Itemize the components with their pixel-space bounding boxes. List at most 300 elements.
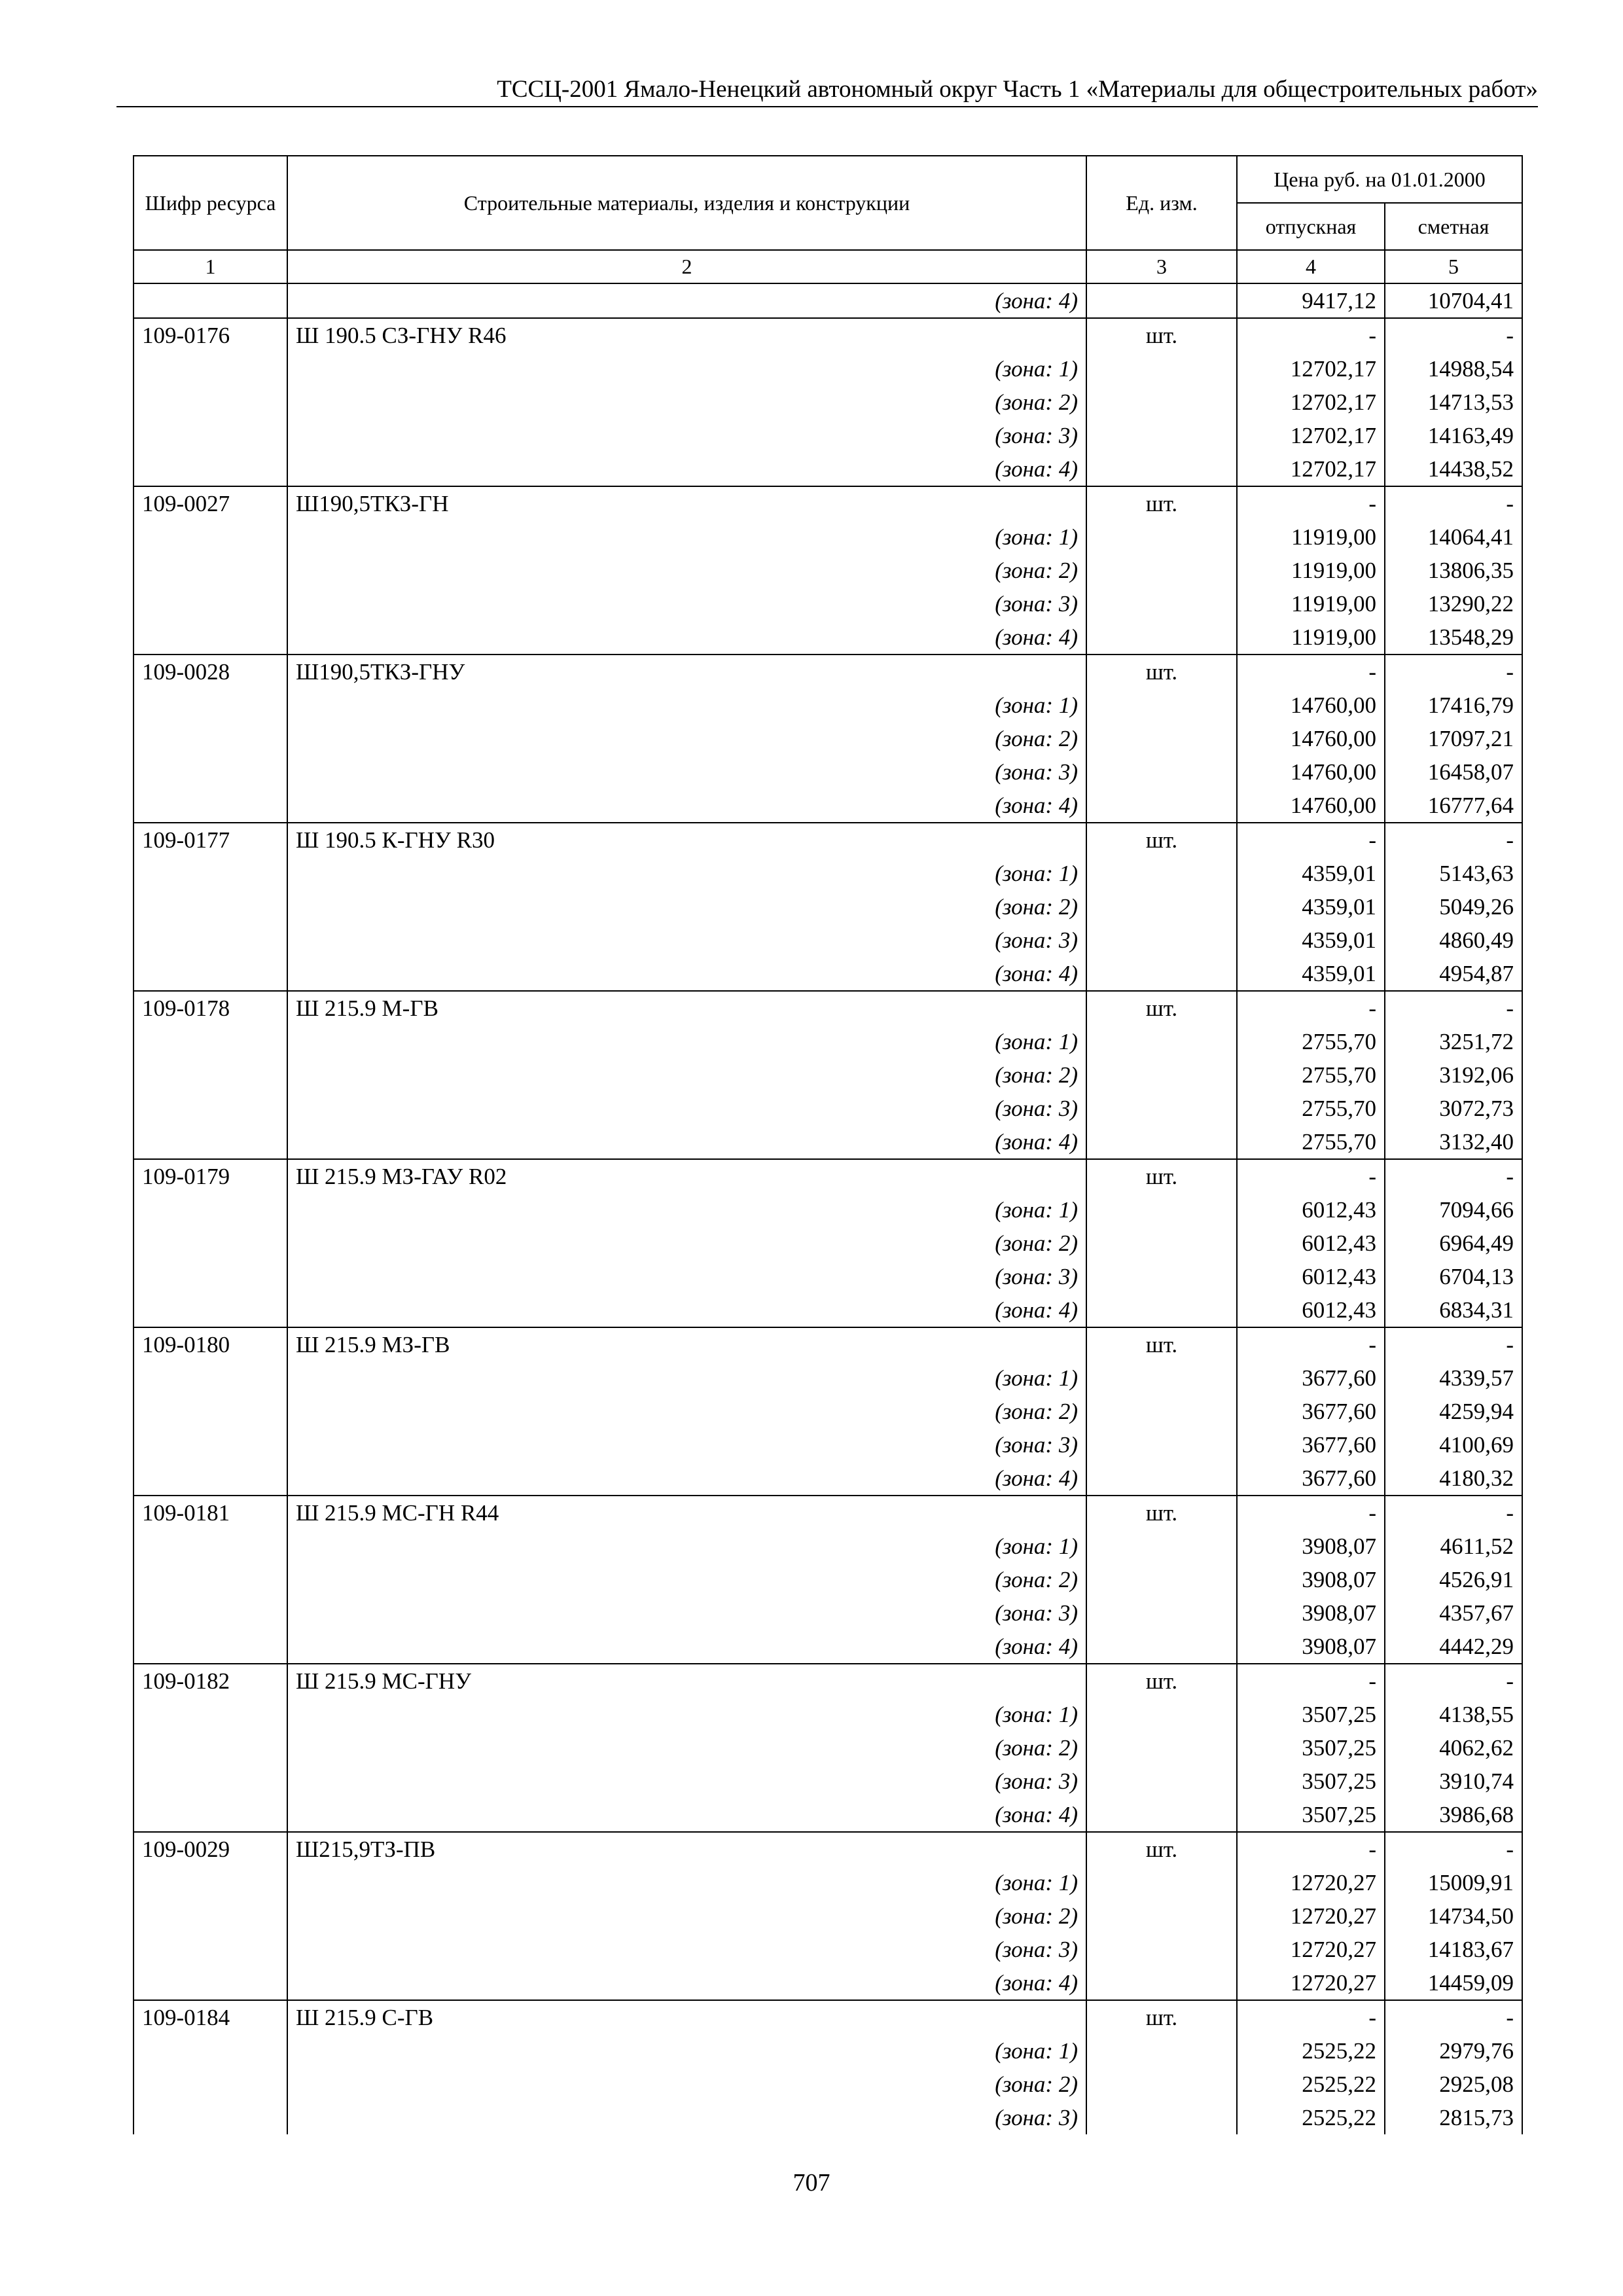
estimate-price-cell: - (1385, 1159, 1522, 1193)
code-cell (134, 1530, 287, 1563)
unit-cell (1086, 2101, 1237, 2134)
release-price-cell: 14760,00 (1237, 755, 1385, 789)
zone-cell: (зона: 4) (287, 1462, 1086, 1496)
unit-cell (1086, 890, 1237, 924)
zone-cell: (зона: 1) (287, 520, 1086, 554)
zone-cell: (зона: 4) (287, 957, 1086, 991)
zone-row (134, 857, 1522, 890)
zone-row (134, 1530, 1522, 1563)
header-price-group: Цена руб. на 01.01.2000 (1237, 156, 1522, 203)
release-price-cell: 2755,70 (1237, 1025, 1385, 1058)
unit-cell (1086, 2034, 1237, 2068)
code-cell (134, 2034, 287, 2068)
estimate-price-cell: 17416,79 (1385, 689, 1522, 722)
zone-row (134, 1866, 1522, 1899)
release-price-cell: 12720,27 (1237, 1933, 1385, 1966)
release-price-cell: 12702,17 (1237, 452, 1385, 486)
unit-cell (1086, 1698, 1237, 1731)
estimate-price-cell: 4259,94 (1385, 1395, 1522, 1428)
release-price-cell: 2755,70 (1237, 1125, 1385, 1159)
code-cell (134, 386, 287, 419)
release-price-cell: 2525,22 (1237, 2101, 1385, 2134)
unit-cell: шт. (1086, 1664, 1237, 1698)
zone-cell: (зона: 3) (287, 419, 1086, 452)
code-cell (134, 1058, 287, 1092)
estimate-price-cell: 13290,22 (1385, 587, 1522, 620)
estimate-price-cell: 10704,41 (1385, 283, 1522, 318)
zone-row (134, 1395, 1522, 1428)
unit-cell: шт. (1086, 318, 1237, 352)
unit-cell (1086, 283, 1237, 318)
unit-cell (1086, 924, 1237, 957)
code-cell (134, 1092, 287, 1125)
unit-cell (1086, 554, 1237, 587)
code-cell (134, 1966, 287, 2000)
release-price-cell: 4359,01 (1237, 857, 1385, 890)
code-cell (134, 1025, 287, 1058)
estimate-price-cell: 4100,69 (1385, 1428, 1522, 1462)
unit-cell (1086, 1530, 1237, 1563)
release-price-cell: 11919,00 (1237, 620, 1385, 655)
estimate-price-cell: 5049,26 (1385, 890, 1522, 924)
release-price-cell: 2755,70 (1237, 1058, 1385, 1092)
header-rule (116, 106, 1538, 107)
release-price-cell: - (1237, 1327, 1385, 1361)
table-body (134, 283, 1522, 2134)
unit-cell (1086, 1563, 1237, 1596)
zone-row (134, 1260, 1522, 1293)
code-cell (134, 1293, 287, 1327)
zone-row (134, 1765, 1522, 1798)
item-row (134, 2000, 1522, 2034)
zone-row (134, 587, 1522, 620)
release-price-cell: 2525,22 (1237, 2034, 1385, 2068)
estimate-price-cell: - (1385, 1664, 1522, 1698)
code-cell: 109-0182 (134, 1664, 287, 1698)
zone-row (134, 352, 1522, 386)
release-price-cell: - (1237, 991, 1385, 1025)
zone-cell: (зона: 2) (287, 722, 1086, 755)
item-row (134, 991, 1522, 1025)
zone-cell: (зона: 3) (287, 1933, 1086, 1966)
release-price-cell: 3507,25 (1237, 1765, 1385, 1798)
release-price-cell: 2755,70 (1237, 1092, 1385, 1125)
estimate-price-cell: 6704,13 (1385, 1260, 1522, 1293)
estimate-price-cell: - (1385, 2000, 1522, 2034)
zone-cell: (зона: 2) (287, 1395, 1086, 1428)
unit-cell (1086, 1092, 1237, 1125)
release-price-cell: 4359,01 (1237, 924, 1385, 957)
table-header (134, 156, 1522, 283)
estimate-price-cell: 4062,62 (1385, 1731, 1522, 1765)
name-cell: Ш 215.9 С-ГВ (287, 2000, 1086, 2034)
code-cell (134, 2101, 287, 2134)
unit-cell (1086, 1765, 1237, 1798)
estimate-price-cell: 4611,52 (1385, 1530, 1522, 1563)
zone-row (134, 1193, 1522, 1227)
item-row (134, 655, 1522, 689)
unit-cell (1086, 789, 1237, 823)
code-cell (134, 1227, 287, 1260)
name-cell: Ш215,9ТЗ-ПВ (287, 1832, 1086, 1866)
estimate-price-cell: 4138,55 (1385, 1698, 1522, 1731)
code-cell: 109-0178 (134, 991, 287, 1025)
zone-cell: (зона: 4) (287, 452, 1086, 486)
zone-cell: (зона: 3) (287, 1428, 1086, 1462)
unit-cell: шт. (1086, 2000, 1237, 2034)
zone-row (134, 1596, 1522, 1630)
unit-cell: шт. (1086, 1159, 1237, 1193)
estimate-price-cell: - (1385, 318, 1522, 352)
unit-cell (1086, 1260, 1237, 1293)
code-cell (134, 554, 287, 587)
header-code: Шифр ресурса (134, 156, 287, 250)
zone-row (134, 1798, 1522, 1832)
column-number: 4 (1237, 250, 1385, 283)
release-price-cell: 3677,60 (1237, 1428, 1385, 1462)
release-price-cell: 3677,60 (1237, 1395, 1385, 1428)
estimate-price-cell: 3986,68 (1385, 1798, 1522, 1832)
unit-cell (1086, 957, 1237, 991)
unit-cell (1086, 620, 1237, 655)
code-cell (134, 1899, 287, 1933)
zone-cell: (зона: 1) (287, 1530, 1086, 1563)
zone-cell: (зона: 2) (287, 1058, 1086, 1092)
zone-row (134, 1092, 1522, 1125)
column-number: 2 (287, 250, 1086, 283)
estimate-price-cell: 14713,53 (1385, 386, 1522, 419)
unit-cell (1086, 1125, 1237, 1159)
zone-row (134, 554, 1522, 587)
name-cell: Ш 215.9 МЗ-ГАУ R02 (287, 1159, 1086, 1193)
code-cell (134, 283, 287, 318)
release-price-cell: 12720,27 (1237, 1966, 1385, 2000)
zone-cell: (зона: 1) (287, 2034, 1086, 2068)
estimate-price-cell: 4357,67 (1385, 1596, 1522, 1630)
zone-row (134, 452, 1522, 486)
code-cell (134, 890, 287, 924)
zone-cell: (зона: 4) (287, 1966, 1086, 2000)
code-cell (134, 1765, 287, 1798)
zone-row (134, 957, 1522, 991)
code-cell (134, 1260, 287, 1293)
unit-cell (1086, 1462, 1237, 1496)
code-cell (134, 419, 287, 452)
unit-cell: шт. (1086, 991, 1237, 1025)
zone-cell: (зона: 1) (287, 689, 1086, 722)
zone-row (134, 755, 1522, 789)
unit-cell (1086, 1361, 1237, 1395)
unit-cell: шт. (1086, 1832, 1237, 1866)
release-price-cell: 3507,25 (1237, 1731, 1385, 1765)
unit-cell (1086, 352, 1237, 386)
zone-row (134, 890, 1522, 924)
estimate-price-cell: 16458,07 (1385, 755, 1522, 789)
unit-cell (1086, 1933, 1237, 1966)
code-cell: 109-0028 (134, 655, 287, 689)
unit-cell (1086, 1966, 1237, 2000)
zone-cell: (зона: 2) (287, 890, 1086, 924)
release-price-cell: 14760,00 (1237, 722, 1385, 755)
code-cell (134, 924, 287, 957)
code-cell (134, 1866, 287, 1899)
release-price-cell: 2525,22 (1237, 2068, 1385, 2101)
release-price-cell: 12702,17 (1237, 419, 1385, 452)
item-row (134, 823, 1522, 857)
code-cell (134, 722, 287, 755)
estimate-price-cell: 3251,72 (1385, 1025, 1522, 1058)
zone-row (134, 1025, 1522, 1058)
zone-cell: (зона: 4) (287, 1798, 1086, 1832)
estimate-price-cell: 15009,91 (1385, 1866, 1522, 1899)
item-row (134, 1664, 1522, 1698)
release-price-cell: 14760,00 (1237, 689, 1385, 722)
zone-row (134, 1563, 1522, 1596)
unit-cell (1086, 1025, 1237, 1058)
name-cell: Ш190,5ТКЗ-ГН (287, 486, 1086, 520)
code-cell (134, 620, 287, 655)
estimate-price-cell: 14459,09 (1385, 1966, 1522, 2000)
zone-row (134, 620, 1522, 655)
zone-row (134, 924, 1522, 957)
code-cell (134, 1125, 287, 1159)
estimate-price-cell: 13806,35 (1385, 554, 1522, 587)
estimate-price-cell: 17097,21 (1385, 722, 1522, 755)
estimate-price-cell: 14183,67 (1385, 1933, 1522, 1966)
zone-row (134, 789, 1522, 823)
estimate-price-cell: 14163,49 (1385, 419, 1522, 452)
unit-cell (1086, 452, 1237, 486)
zone-row (134, 1630, 1522, 1664)
release-price-cell: 3908,07 (1237, 1530, 1385, 1563)
zone-cell: (зона: 1) (287, 857, 1086, 890)
release-price-cell: - (1237, 655, 1385, 689)
zone-row (134, 1731, 1522, 1765)
code-cell: 109-0029 (134, 1832, 287, 1866)
page-number: 707 (793, 2169, 830, 2197)
unit-cell (1086, 1193, 1237, 1227)
zone-cell: (зона: 2) (287, 1899, 1086, 1933)
zone-row (134, 1125, 1522, 1159)
item-row (134, 1327, 1522, 1361)
item-row (134, 486, 1522, 520)
zone-cell: (зона: 4) (287, 789, 1086, 823)
zone-cell: (зона: 3) (287, 1260, 1086, 1293)
zone-cell: (зона: 3) (287, 587, 1086, 620)
unit-cell (1086, 1731, 1237, 1765)
estimate-price-cell: 4339,57 (1385, 1361, 1522, 1395)
zone-cell: (зона: 4) (287, 283, 1086, 318)
code-cell (134, 1698, 287, 1731)
code-cell (134, 857, 287, 890)
header-estimate: сметная (1385, 203, 1522, 250)
release-price-cell: - (1237, 1159, 1385, 1193)
release-price-cell: 3908,07 (1237, 1596, 1385, 1630)
zone-cell: (зона: 2) (287, 1731, 1086, 1765)
code-cell (134, 1731, 287, 1765)
zone-row (134, 722, 1522, 755)
code-cell: 109-0027 (134, 486, 287, 520)
zone-cell: (зона: 1) (287, 1025, 1086, 1058)
estimate-price-cell: 2815,73 (1385, 2101, 1522, 2134)
release-price-cell: - (1237, 2000, 1385, 2034)
release-price-cell: 4359,01 (1237, 957, 1385, 991)
unit-cell (1086, 587, 1237, 620)
zone-row (134, 2101, 1522, 2134)
release-price-cell: 6012,43 (1237, 1227, 1385, 1260)
zone-cell: (зона: 4) (287, 620, 1086, 655)
header-unit: Ед. изм. (1086, 156, 1237, 250)
estimate-price-cell: 2979,76 (1385, 2034, 1522, 2068)
unit-cell (1086, 689, 1237, 722)
name-cell: Ш 215.9 МС-ГНУ (287, 1664, 1086, 1698)
code-cell (134, 1596, 287, 1630)
estimate-price-cell: - (1385, 655, 1522, 689)
release-price-cell: 3677,60 (1237, 1462, 1385, 1496)
zone-row (134, 1428, 1522, 1462)
estimate-price-cell: 13548,29 (1385, 620, 1522, 655)
code-cell: 109-0180 (134, 1327, 287, 1361)
estimate-price-cell: 14064,41 (1385, 520, 1522, 554)
item-row (134, 1496, 1522, 1530)
code-cell (134, 2068, 287, 2101)
unit-cell (1086, 2068, 1237, 2101)
release-price-cell: 6012,43 (1237, 1260, 1385, 1293)
unit-cell: шт. (1086, 655, 1237, 689)
release-price-cell: 12702,17 (1237, 386, 1385, 419)
unit-cell (1086, 755, 1237, 789)
estimate-price-cell: 4442,29 (1385, 1630, 1522, 1664)
zone-cell: (зона: 3) (287, 2101, 1086, 2134)
release-price-cell: 12720,27 (1237, 1899, 1385, 1933)
estimate-price-cell: - (1385, 1496, 1522, 1530)
header-name: Строительные материалы, изделия и конструкции (287, 156, 1086, 250)
code-cell (134, 1428, 287, 1462)
code-cell (134, 452, 287, 486)
estimate-price-cell: 6964,49 (1385, 1227, 1522, 1260)
zone-row (134, 1058, 1522, 1092)
release-price-cell: - (1237, 486, 1385, 520)
price-table (133, 155, 1523, 2134)
zone-cell: (зона: 4) (287, 1125, 1086, 1159)
estimate-price-cell: 4180,32 (1385, 1462, 1522, 1496)
column-number: 3 (1086, 250, 1237, 283)
zone-cell: (зона: 3) (287, 1765, 1086, 1798)
zone-row (134, 419, 1522, 452)
code-cell (134, 957, 287, 991)
estimate-price-cell: 5143,63 (1385, 857, 1522, 890)
release-price-cell: - (1237, 1496, 1385, 1530)
code-cell (134, 789, 287, 823)
zone-row (134, 1293, 1522, 1327)
code-cell: 109-0184 (134, 2000, 287, 2034)
unit-cell: шт. (1086, 1327, 1237, 1361)
code-cell (134, 689, 287, 722)
column-number: 1 (134, 250, 287, 283)
code-cell: 109-0177 (134, 823, 287, 857)
name-cell: Ш190,5ТКЗ-ГНУ (287, 655, 1086, 689)
estimate-price-cell: - (1385, 486, 1522, 520)
estimate-price-cell: 16777,64 (1385, 789, 1522, 823)
estimate-price-cell: - (1385, 823, 1522, 857)
code-cell: 109-0179 (134, 1159, 287, 1193)
zone-cell: (зона: 4) (287, 1630, 1086, 1664)
estimate-price-cell: 3072,73 (1385, 1092, 1522, 1125)
unit-cell (1086, 1630, 1237, 1664)
estimate-price-cell: - (1385, 991, 1522, 1025)
zone-cell: (зона: 2) (287, 2068, 1086, 2101)
name-cell: Ш 190.5 К-ГНУ R30 (287, 823, 1086, 857)
release-price-cell: 9417,12 (1237, 283, 1385, 318)
zone-cell: (зона: 2) (287, 554, 1086, 587)
release-price-cell: 6012,43 (1237, 1193, 1385, 1227)
zone-cell: (зона: 3) (287, 1596, 1086, 1630)
unit-cell (1086, 1596, 1237, 1630)
unit-cell (1086, 1866, 1237, 1899)
code-cell (134, 1193, 287, 1227)
release-price-cell: 14760,00 (1237, 789, 1385, 823)
code-cell: 109-0181 (134, 1496, 287, 1530)
item-row (134, 1159, 1522, 1193)
estimate-price-cell: - (1385, 1327, 1522, 1361)
code-cell (134, 1630, 287, 1664)
estimate-price-cell: 2925,08 (1385, 2068, 1522, 2101)
release-price-cell: 4359,01 (1237, 890, 1385, 924)
zone-cell: (зона: 4) (287, 1293, 1086, 1327)
zone-cell: (зона: 1) (287, 352, 1086, 386)
code-cell (134, 755, 287, 789)
zone-cell: (зона: 2) (287, 1227, 1086, 1260)
release-price-cell: 3908,07 (1237, 1630, 1385, 1664)
name-cell: Ш 190.5 СЗ-ГНУ R46 (287, 318, 1086, 352)
estimate-price-cell: 3192,06 (1385, 1058, 1522, 1092)
item-row (134, 1832, 1522, 1866)
zone-row (134, 1933, 1522, 1966)
zone-cell: (зона: 1) (287, 1193, 1086, 1227)
estimate-price-cell: 4526,91 (1385, 1563, 1522, 1596)
release-price-cell: 12702,17 (1237, 352, 1385, 386)
release-price-cell: 11919,00 (1237, 554, 1385, 587)
release-price-cell: 3677,60 (1237, 1361, 1385, 1395)
header-release: отпускная (1237, 203, 1385, 250)
estimate-price-cell: 4954,87 (1385, 957, 1522, 991)
release-price-cell: 11919,00 (1237, 587, 1385, 620)
code-cell (134, 1798, 287, 1832)
unit-cell: шт. (1086, 1496, 1237, 1530)
unit-cell: шт. (1086, 823, 1237, 857)
code-cell (134, 1395, 287, 1428)
code-cell (134, 352, 287, 386)
release-price-cell: 6012,43 (1237, 1293, 1385, 1327)
zone-row (134, 2034, 1522, 2068)
estimate-price-cell: 14734,50 (1385, 1899, 1522, 1933)
estimate-price-cell: 4860,49 (1385, 924, 1522, 957)
zone-cell: (зона: 1) (287, 1866, 1086, 1899)
estimate-price-cell: - (1385, 1832, 1522, 1866)
unit-cell (1086, 1227, 1237, 1260)
name-cell: Ш 215.9 МЗ-ГВ (287, 1327, 1086, 1361)
code-cell (134, 1462, 287, 1496)
running-header: ТССЦ-2001 Ямало-Ненецкий автономный округ Часть 1 «Материалы для общестроительных работ» (497, 76, 1538, 103)
release-price-cell: - (1237, 1832, 1385, 1866)
zone-row (134, 1227, 1522, 1260)
carryover-row (134, 283, 1522, 318)
unit-cell (1086, 520, 1237, 554)
zone-cell: (зона: 3) (287, 755, 1086, 789)
code-cell (134, 587, 287, 620)
release-price-cell: - (1237, 1664, 1385, 1698)
estimate-price-cell: 14988,54 (1385, 352, 1522, 386)
